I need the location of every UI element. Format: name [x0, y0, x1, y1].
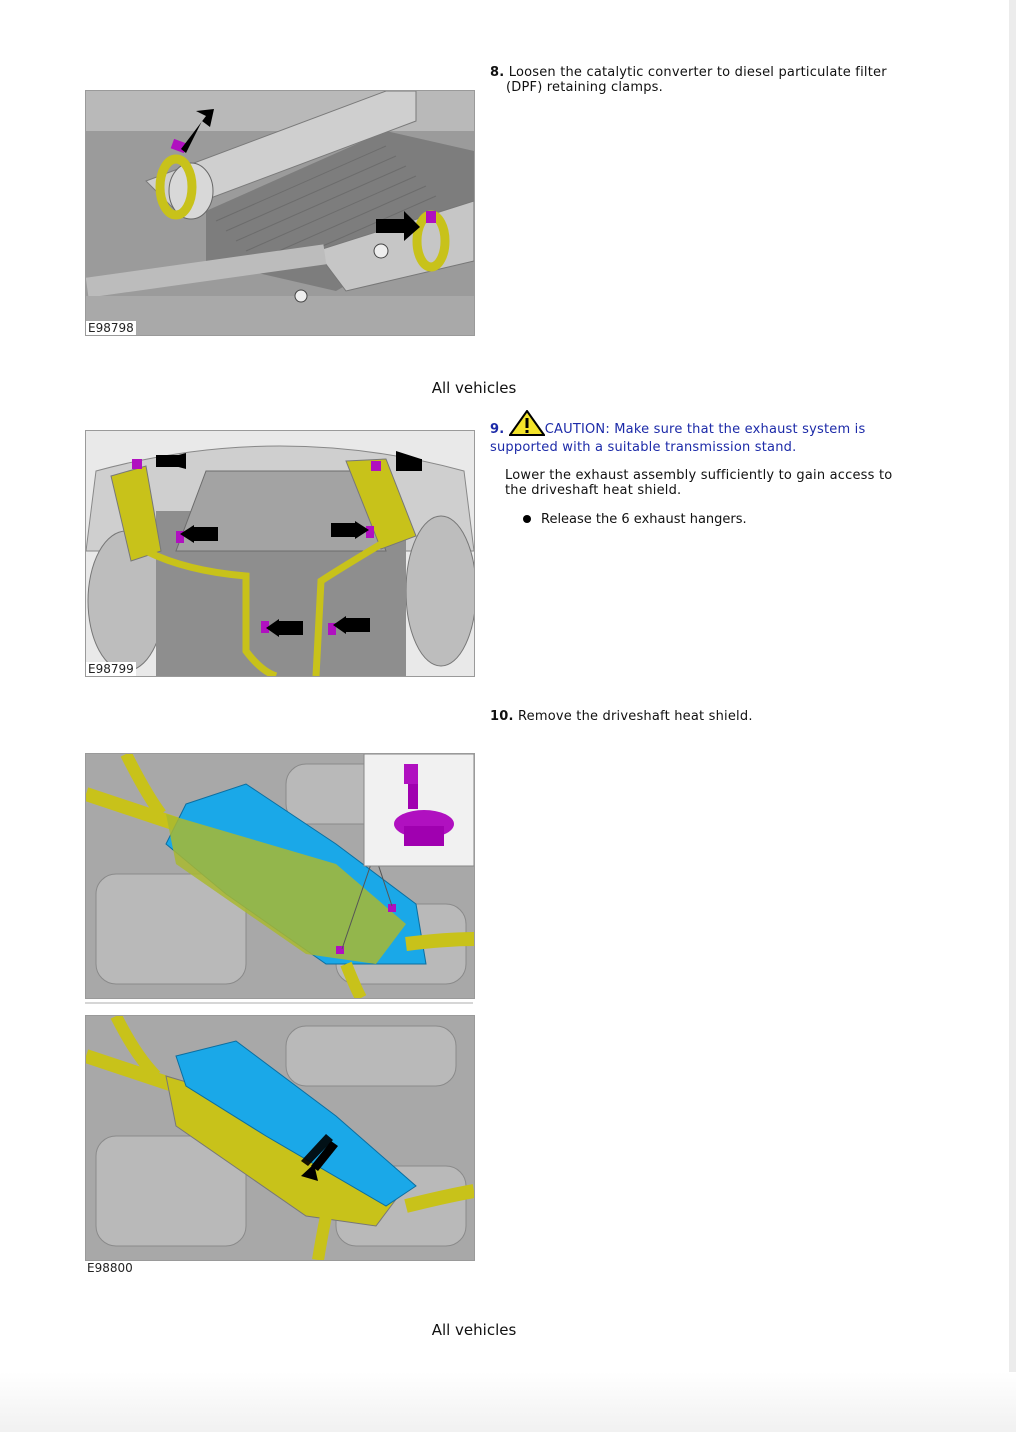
bullet-icon: [523, 515, 531, 523]
figure-e98800-bottom: [85, 1015, 475, 1261]
figure-e98800-top: [85, 753, 475, 999]
step-number: 9.: [490, 422, 505, 437]
list-item: [541, 512, 921, 527]
bullet-text: Release the 6 exhaust hangers.: [541, 512, 747, 527]
heat-shield-removal-illustration: [86, 1016, 474, 1260]
warning-triangle-icon: [509, 410, 545, 440]
exhaust-hangers-illustration: [86, 431, 474, 676]
step-number: 10.: [490, 709, 514, 724]
step-text: Remove the driveshaft heat shield.: [517, 709, 753, 724]
figure-divider: [85, 1002, 473, 1004]
step-text-cont: (DPF) retaining clamps.: [506, 80, 663, 95]
figure-e98799: [85, 430, 475, 677]
step-8: [490, 65, 930, 95]
exhaust-clamps-illustration: [86, 91, 474, 335]
section-label: All vehicles: [431, 1321, 517, 1339]
step-9-caution: [490, 410, 930, 455]
figure-id-label: E98798: [88, 321, 134, 335]
step-number: 8.: [490, 65, 505, 80]
instruction-text: Lower the exhaust assembly sufficiently to gain access to: [505, 468, 893, 483]
figure-id-label: E98799: [88, 662, 134, 676]
step-9-instruction: [505, 468, 935, 498]
scrollbar-track[interactable]: [1009, 0, 1016, 1432]
caution-text: CAUTION: Make sure that the exhaust system is: [544, 422, 866, 437]
page-bottom-shadow: [0, 1372, 1016, 1432]
section-label: All vehicles: [431, 379, 517, 397]
instruction-text-cont: the driveshaft heat shield.: [505, 483, 682, 498]
step-text: Loosen the catalytic converter to diesel particulate filter: [508, 65, 887, 80]
figure-e98798: [85, 90, 475, 336]
step-10: [490, 709, 930, 724]
caution-text-cont: supported with a suitable transmission stand.: [490, 440, 797, 455]
figure-id-label: E98800: [87, 1261, 133, 1275]
heat-shield-installed-illustration: [86, 754, 474, 998]
